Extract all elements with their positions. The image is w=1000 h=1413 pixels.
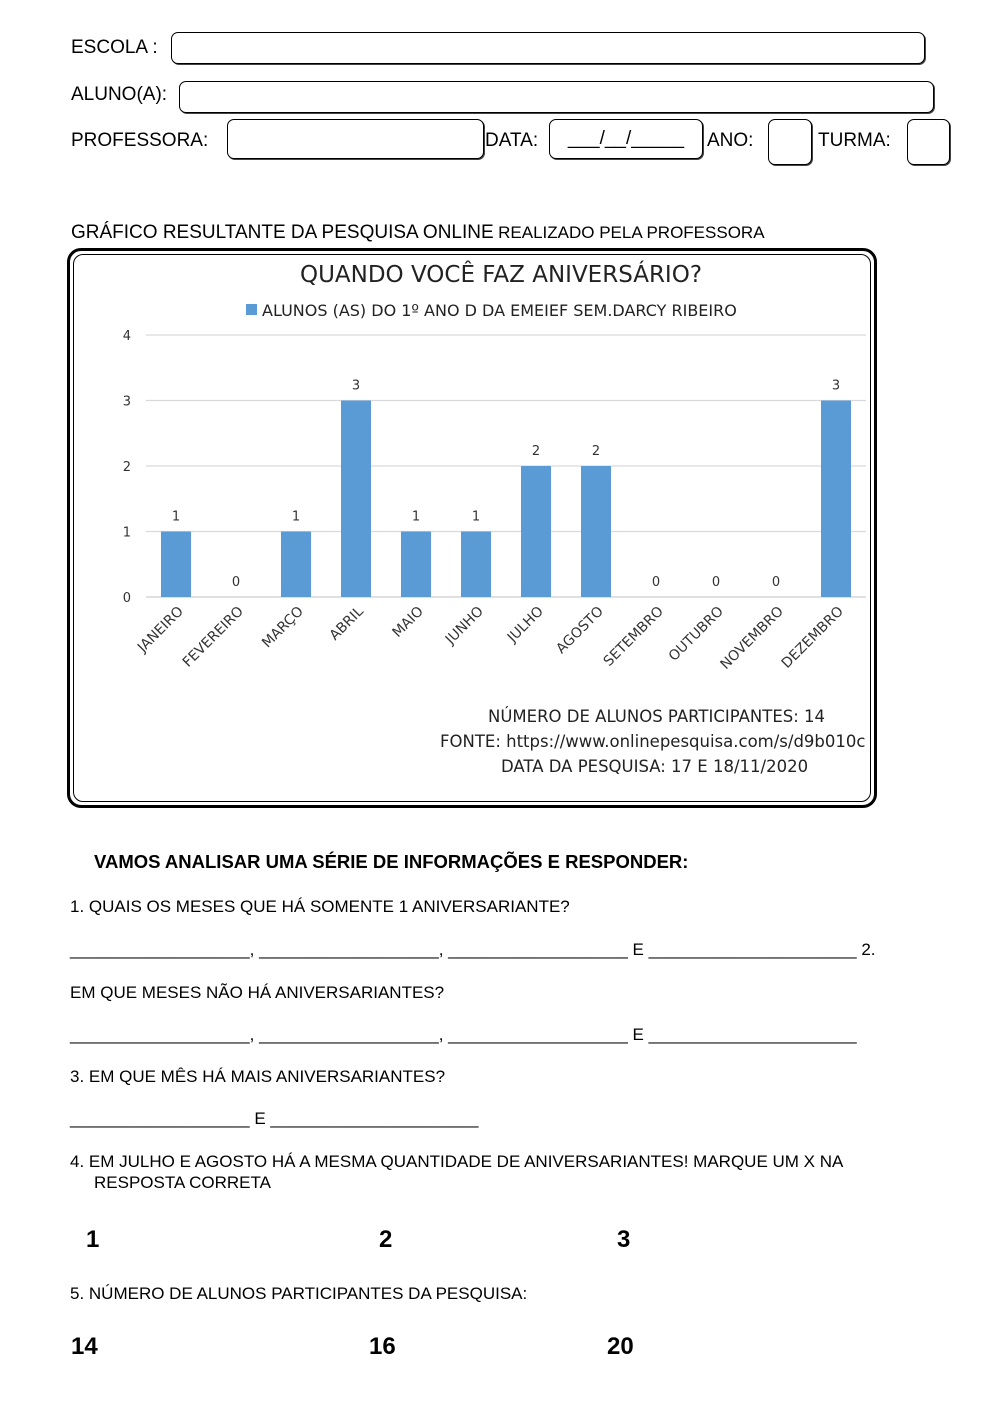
note-source: FONTE: https://www.onlinepesquisa.com/s/d9b010c [440, 732, 866, 751]
y-tick-label: 1 [122, 525, 131, 541]
professora-label: PROFESSORA: [71, 130, 209, 151]
questions-heading: VAMOS ANALISAR UMA SÉRIE DE INFORMAÇÕES E RESPONDER: [94, 851, 689, 872]
chart-caption-part2: REALIZADO PELA PROFESSORA [498, 223, 765, 242]
question-5: 5. NÚMERO DE ALUNOS PARTICIPANTES DA PESQUISA: [70, 1284, 528, 1303]
question-4-option[interactable]: 2 [379, 1226, 393, 1253]
data-label: 1 [171, 509, 181, 525]
bar-julho [521, 466, 551, 597]
chart-caption-part1: GRÁFICO RESULTANTE DA PESQUISA ONLINE [71, 222, 494, 243]
data-label: DATA: [485, 130, 539, 151]
x-tick-label: MARÇO [259, 603, 307, 652]
question-4-line-1: 4. EM JULHO E AGOSTO HÁ A MESMA QUANTIDADE DE ANIVERSARIANTES! MARQUE UM X NA [70, 1152, 844, 1171]
legend-label: ALUNOS (AS) DO 1º ANO D DA EMEIEF SEM.DARCY RIBEIRO [262, 301, 737, 320]
turma-label: TURMA: [818, 130, 891, 151]
question-3: 3. EM QUE MÊS HÁ MAIS ANIVERSARIANTES? [70, 1067, 446, 1086]
y-tick-label: 4 [122, 329, 131, 344]
y-tick-label: 3 [122, 394, 131, 410]
bar-abril [341, 401, 371, 598]
question-4-option[interactable]: 3 [617, 1226, 631, 1253]
bar-janeiro [161, 532, 191, 598]
question-1-answer-blanks[interactable]: ___________________, ___________________, ___________________ E ______________________ 2. [70, 940, 876, 959]
x-tick-label: OUTUBRO [665, 603, 727, 665]
bar-dezembro [821, 401, 851, 598]
escola-label: ESCOLA : [71, 37, 158, 58]
legend-swatch [246, 304, 257, 315]
data-label: 1 [471, 509, 481, 525]
question-3-answer-blanks[interactable]: ___________________ E ______________________ [70, 1109, 479, 1128]
aluno-label: ALUNO(A): [71, 84, 168, 105]
question-5-option[interactable]: 16 [369, 1333, 396, 1360]
data-label: 0 [651, 575, 661, 590]
bar-março [281, 532, 311, 598]
data-label: 3 [351, 378, 361, 394]
y-tick-label: 2 [122, 460, 131, 475]
x-tick-label: JANEIRO [134, 603, 187, 656]
question-5-option[interactable]: 14 [71, 1333, 98, 1360]
bar-maio [401, 532, 431, 598]
question-2: EM QUE MESES NÃO HÁ ANIVERSARIANTES? [70, 983, 445, 1002]
bar-agosto [581, 466, 611, 597]
x-tick-label: ABRIL [326, 603, 367, 644]
x-tick-label: DEZEMBRO [778, 603, 847, 672]
question-1: 1. QUAIS OS MESES QUE HÁ SOMENTE 1 ANIVERSARIANTE? [70, 897, 570, 916]
note-participants: NÚMERO DE ALUNOS PARTICIPANTES: 14 [488, 707, 826, 726]
y-tick-label: 0 [122, 591, 131, 606]
x-tick-label: JULHO [504, 603, 547, 646]
x-tick-label: NOVEMBRO [717, 603, 787, 673]
data-label: 1 [291, 509, 301, 525]
x-tick-label: SETEMBRO [600, 603, 667, 670]
data-label: 2 [591, 444, 601, 459]
data-label: 0 [231, 575, 241, 590]
x-tick-label: MAIO [389, 603, 427, 641]
x-tick-label: JUNHO [442, 603, 487, 648]
data-label: 1 [411, 509, 421, 525]
question-2-answer-blanks[interactable]: ___________________, ___________________, ___________________ E ______________________ [70, 1025, 857, 1044]
question-4-line-2: RESPOSTA CORRETA [94, 1173, 271, 1192]
chart-title: QUANDO VOCÊ FAZ ANIVERSÁRIO? [299, 262, 703, 288]
question-4-option[interactable]: 1 [86, 1226, 100, 1253]
bar-junho [461, 532, 491, 598]
data-label: 0 [711, 575, 721, 590]
data-label: 2 [531, 444, 541, 459]
ano-label: ANO: [707, 130, 754, 151]
question-5-option[interactable]: 20 [607, 1333, 634, 1360]
note-date: DATA DA PESQUISA: 17 E 18/11/2020 [501, 757, 809, 776]
data-label: 0 [771, 575, 781, 590]
x-tick-label: FEVEREIRO [179, 603, 247, 671]
data-label: 3 [831, 378, 841, 394]
x-tick-label: AGOSTO [553, 603, 607, 658]
data-field-value: ___/__/_____ [567, 128, 685, 149]
